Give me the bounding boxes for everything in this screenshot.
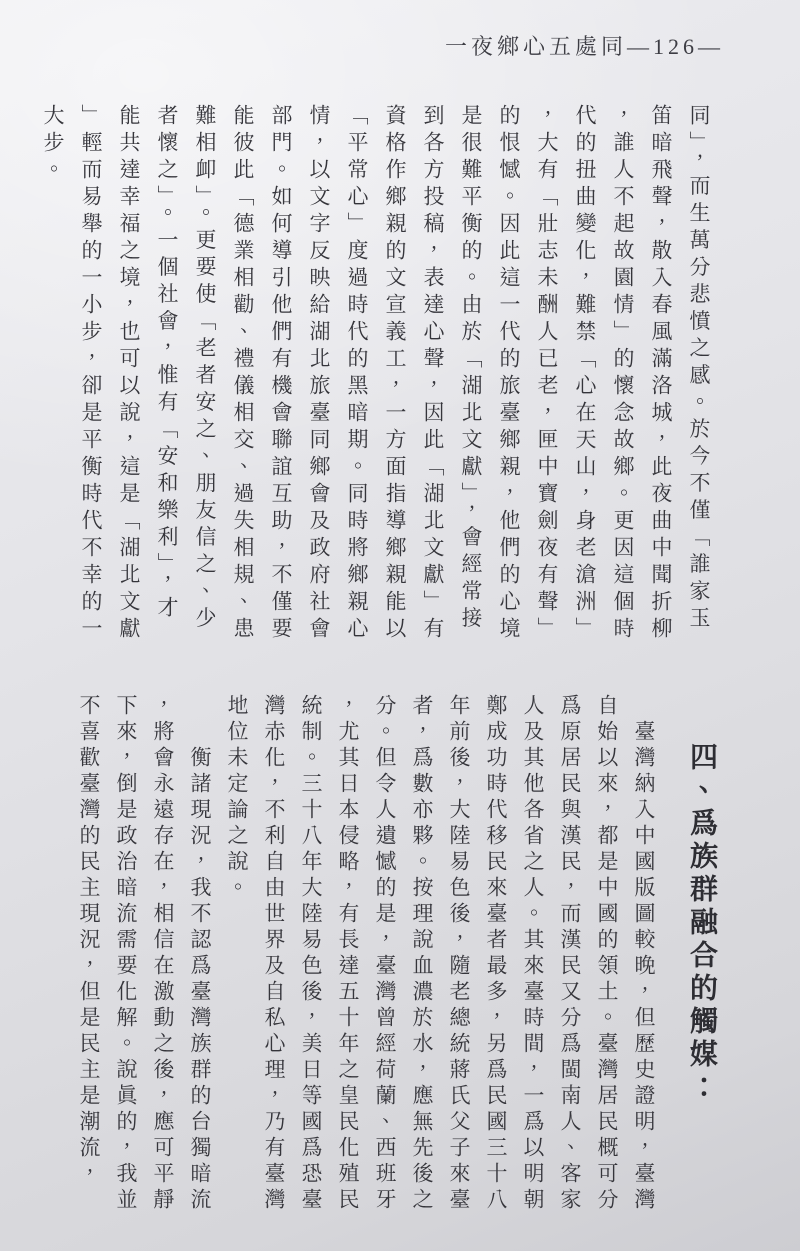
continuation-text-block: [34, 104, 718, 644]
section-four-paragraph-1: 臺灣納入中國版圖較晚，但歷史證明，臺灣自始以來，都是中國的領土。臺灣居民概可分爲原居民與漢民，而漢民又分爲閩南人、客家人及其他各省之人。其來臺時間，一爲以明朝鄭成功時代移民來臺者最多，另爲民國三十八年前後，大陸易色後，隨老總統蔣氏父子來臺者，爲數亦夥。按理說血濃於水，應無先後之分。但令人遺憾的是，臺灣曾經荷蘭、西班牙，尤其日本侵略，有長達五十年之皇民化殖民統制。三十八年大陸易色後，美日等國爲恐臺灣赤化，不利自由世界及自私心理，乃有臺灣地位未定論之說。: [225, 694, 656, 1214]
section-four-heading: 四、爲族群融合的觸媒：: [686, 742, 717, 1105]
continuation-paragraph: 同」，而生萬分悲憤之感。於今不僅「誰家玉笛暗飛聲，散入春風滿洛城，此夜曲中聞折柳，誰人不起故園情」的懷念故鄉。更因這個時代的扭曲變化，難禁「心在天山，身老滄洲」，大有「壯志未酬人已老，匣中寶劍夜有聲」的恨憾。因此這一代的旅臺鄉親，他們的心境是很難平衡的。由於「湖北文獻」，會經常接到各方投稿，表達心聲，因此「湖北文獻」有資格作鄉親的文宣義工，一方面指導鄉親能以「平常心」度過時代的黑暗期。同時將鄉親心情，以文字反映給湖北旅臺同鄉會及政府社會部門。如何導引他們有機會聯誼互助，不僅要能彼此「德業相勸、禮儀相交、過失相規、患難相卹」。更要使「老者安之、朋友信之、少者懷之」。一個社會，惟有「安和樂利」，才能共達幸福之境，也可以說，這是「湖北文獻」輕而易舉的一小步，卻是平衡時代不幸的一大步。: [41, 104, 711, 644]
section-four-block: [70, 694, 740, 1216]
running-header: [445, 30, 724, 61]
running-header-text: 一夜鄉心五處同—126—: [444, 34, 724, 59]
section-four-paragraph-2: 衡諸現況，我不認爲臺灣族群的台獨暗流，將會永遠存在，相信在激動之後，應可平靜下來，倒是政治暗流需要化解。說眞的，我並不喜歡臺灣的民主現況，但是民主是潮流，: [77, 694, 212, 1214]
